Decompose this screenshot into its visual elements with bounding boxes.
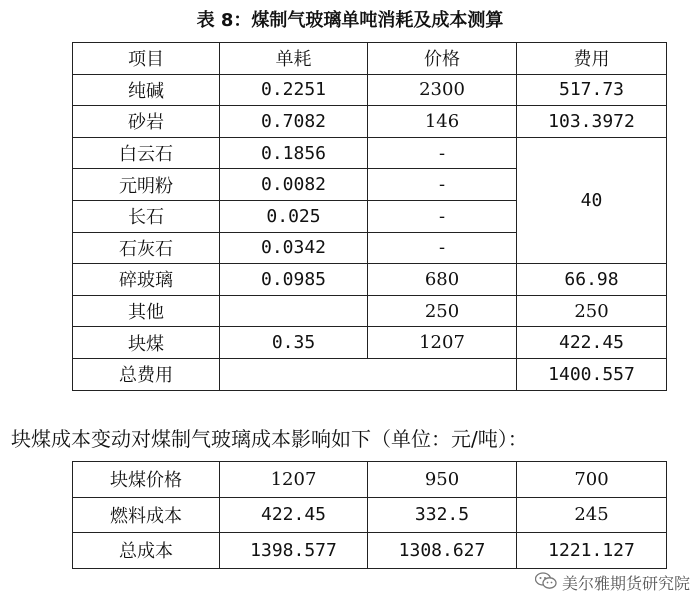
- row-price: -: [368, 200, 517, 232]
- row-consumption: [220, 295, 368, 327]
- consumption-cost-table: [72, 42, 667, 391]
- table-row: [73, 74, 667, 106]
- row-cost: 66.98: [517, 264, 667, 296]
- table-row: [73, 137, 667, 169]
- row-item: 白云石: [73, 137, 220, 169]
- row-item: 纯碱: [73, 74, 220, 106]
- table-row: [73, 106, 667, 138]
- row-value: 1308.627: [368, 533, 517, 569]
- row-price: -: [368, 169, 517, 201]
- header-consumption: 单耗: [220, 43, 368, 75]
- row-value: 332.5: [368, 497, 517, 533]
- table-row: [73, 295, 667, 327]
- row-consumption: 0.7082: [220, 106, 368, 138]
- row-consumption: 0.0082: [220, 169, 368, 201]
- row-price: 680: [368, 264, 517, 296]
- watermark-text: 美尔雅期货研究院: [561, 574, 690, 593]
- coal-sensitivity-table: [72, 461, 667, 569]
- row-value: 1398.577: [220, 533, 368, 569]
- row-cost: 250: [517, 295, 667, 327]
- table-row: [73, 327, 667, 359]
- total-empty-cell: [220, 358, 517, 390]
- row-value: 950: [368, 462, 517, 498]
- row-consumption: 0.0342: [220, 232, 368, 264]
- row-item: 元明粉: [73, 169, 220, 201]
- row-label: 总成本: [73, 533, 220, 569]
- row-item: 石灰石: [73, 232, 220, 264]
- row-item: 块煤: [73, 327, 220, 359]
- row-consumption: 0.0985: [220, 264, 368, 296]
- total-value: 1400.557: [517, 358, 667, 390]
- total-label: 总费用: [73, 358, 220, 390]
- row-item: 其他: [73, 295, 220, 327]
- row-price: 250: [368, 295, 517, 327]
- row-price: 1207: [368, 327, 517, 359]
- row-cost: 517.73: [517, 74, 667, 106]
- total-row: [73, 358, 667, 390]
- row-consumption: 0.1856: [220, 137, 368, 169]
- row-value: 245: [517, 497, 667, 533]
- table-header-row: [73, 43, 667, 75]
- wechat-icon: [535, 572, 557, 594]
- row-item: 砂岩: [73, 106, 220, 138]
- table-row: [73, 264, 667, 296]
- row-label: 块煤价格: [73, 462, 220, 498]
- merged-cost-cell: 40: [517, 137, 667, 263]
- row-cost: 422.45: [517, 327, 667, 359]
- row-price: 2300: [368, 74, 517, 106]
- row-consumption: 0.35: [220, 327, 368, 359]
- row-cost: 103.3972: [517, 106, 667, 138]
- table-row: [73, 533, 667, 569]
- table-title: 表 8：煤制气玻璃单吨消耗及成本测算: [196, 10, 504, 31]
- row-value: 1207: [220, 462, 368, 498]
- table-row: [73, 462, 667, 498]
- row-item: 长石: [73, 200, 220, 232]
- row-price: -: [368, 232, 517, 264]
- row-value: 700: [517, 462, 667, 498]
- coal-cost-note: 块煤成本变动对煤制气玻璃成本影响如下（单位：元/吨）：: [11, 427, 528, 451]
- row-consumption: 0.2251: [220, 74, 368, 106]
- row-value: 422.45: [220, 497, 368, 533]
- header-item: 项目: [73, 43, 220, 75]
- row-price: -: [368, 137, 517, 169]
- table-row: [73, 497, 667, 533]
- row-label: 燃料成本: [73, 497, 220, 533]
- header-price: 价格: [368, 43, 517, 75]
- watermark: [535, 571, 690, 594]
- header-cost: 费用: [517, 43, 667, 75]
- row-consumption: 0.025: [220, 200, 368, 232]
- row-price: 146: [368, 106, 517, 138]
- row-value: 1221.127: [517, 533, 667, 569]
- row-item: 碎玻璃: [73, 264, 220, 296]
